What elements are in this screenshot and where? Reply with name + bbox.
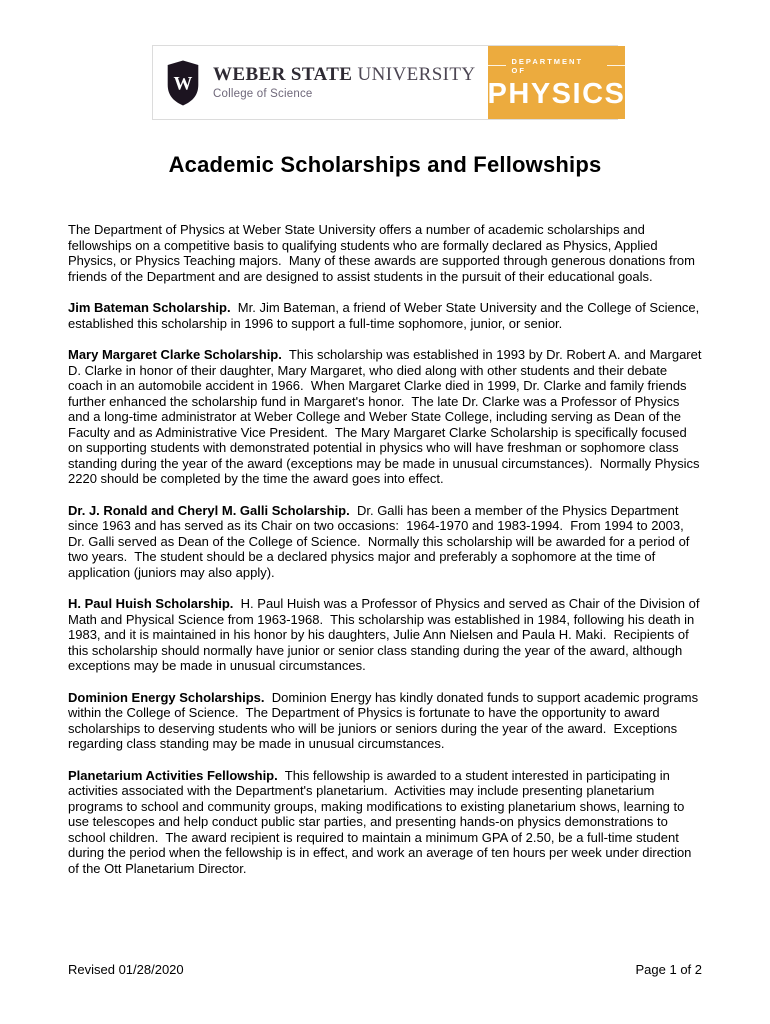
section-galli xyxy=(68,503,702,581)
section-text: Mr. Jim Bateman, a friend of Weber State University and the College of Science, established this scholarship in 1996 to support a full-time sophomore, junior, or senior. xyxy=(68,300,703,331)
department-of-text: DEPARTMENT OF xyxy=(511,56,584,75)
section-text: Dr. Galli has been a member of the Physics Department since 1963 and has served as its Chair on two occasions: 1964-1970 and 1983-1994. From 1994 to 2003, Dr. Galli served as Dean of the College of Science. Normally this scholarship will be awarded for a period of two years. The student should be a declared physics major and preferably a sophomore at the time of application (juniors may also apply). xyxy=(68,502,694,580)
rule-left xyxy=(488,65,506,66)
section-heading: Jim Bateman Scholarship. xyxy=(68,300,231,315)
wsu-wordmark xyxy=(213,65,476,101)
section-text: H. Paul Huish was a Professor of Physics and served as Chair of the Division of Math and Physical Science from 1963-1968. This scholarship was established in 1984, following his death in 1983, and it is maintained in his honor by his daughters, Julie Ann Nielsen and Paula H. Maki. Recipients of this scholarship should normally have junior or senior class standing during the year of the award, although exceptions may be made in unusual circumstances. xyxy=(68,596,704,673)
svg-text:W: W xyxy=(173,72,193,94)
page-footer xyxy=(68,962,702,977)
section-text: This scholarship was established in 1993 by Dr. Robert A. and Margaret D. Clarke in honor of their daughter, Mary Margaret, who died along with other students and their debate coach in an automobile accident in 1966. When Margaret Clarke died in 1999, Dr. Clarke and family friends further enhanced the scholarship fund in Margaret's honor. The late Dr. Clarke was a Professor of Physics and a long-time administrator at Weber College and Weber State College, including serving as Dean of the Faculty and as Administrative Vice President. The Mary Margaret Clarke Scholarship is specifically focused on supporting students with demonstrated potential in physics who will have freshman or sophomore class standing during the year of the award (exceptions may be made in unusual circumstances). Normally Physics 2220 should be completed by the time the award goes into effect. xyxy=(68,347,706,486)
section-jim-bateman xyxy=(68,300,702,331)
page-number: Page 1 of 2 xyxy=(635,962,702,977)
section-heading: Mary Margaret Clarke Scholarship. xyxy=(68,347,282,362)
physics-department-badge xyxy=(488,46,626,119)
university-name-secondary: UNIVERSITY xyxy=(357,63,476,85)
section-heading: Dominion Energy Scholarships. xyxy=(68,689,265,705)
section-heading: H. Paul Huish Scholarship. xyxy=(68,596,234,611)
department-name: PHYSICS xyxy=(487,77,626,110)
section-dominion-energy xyxy=(68,690,702,752)
section-h-paul-huish xyxy=(68,596,702,674)
rule-right xyxy=(607,65,625,66)
section-heading: Dr. J. Ronald and Cheryl M. Galli Scholarship. xyxy=(68,502,350,518)
department-of-label xyxy=(488,57,626,75)
wsu-logo xyxy=(153,46,488,119)
university-logo-banner xyxy=(152,45,626,120)
section-mary-margaret-clarke xyxy=(68,347,706,487)
university-name xyxy=(213,65,476,86)
university-name-primary: WEBER STATE xyxy=(213,63,353,85)
page-title: Academic Scholarships and Fellowships xyxy=(168,152,602,177)
revision-date: Revised 01/28/2020 xyxy=(68,962,184,977)
section-planetarium-fellowship xyxy=(68,768,702,877)
section-text: This fellowship is awarded to a student interested in participating in activities associated with the Department's planetarium. Activities may include presenting planetarium programs to school and community groups, making modifications to existing planetarium shows, learning to use telescopes and help conduct public star parties, and presenting hands-on physics demonstrations to school children. The award recipient is required to maintain a minimum GPA of 2.50, be a full-time student during the period when the fellowship is in effect, and work an average of ten hours per week under direction of the Ott Planetarium Director. xyxy=(68,767,696,876)
intro-paragraph: The Department of Physics at Weber State University offers a number of academic scholarships and fellowships on a competitive basis to qualifying students who are formally declared as Physics, Applied Physics, or Physics Teaching majors. Many of these awards are supported through generous donations from friends of the Department and are designed to assist students in the pursuit of their educational goals. xyxy=(68,222,699,284)
wsu-shield-icon xyxy=(165,59,201,107)
document-body xyxy=(68,152,706,892)
section-text: Dominion Energy has kindly donated funds to support academic programs within the College of Science. The Department of Physics is fortunate to have the opportunity to award scholarships to deserving students who will be juniors or seniors during the year of the award. Exceptions regarding class standing may be made in unusual circumstances. xyxy=(68,689,702,751)
section-heading: Planetarium Activities Fellowship. xyxy=(68,767,278,783)
college-name: College of Science xyxy=(213,88,313,101)
